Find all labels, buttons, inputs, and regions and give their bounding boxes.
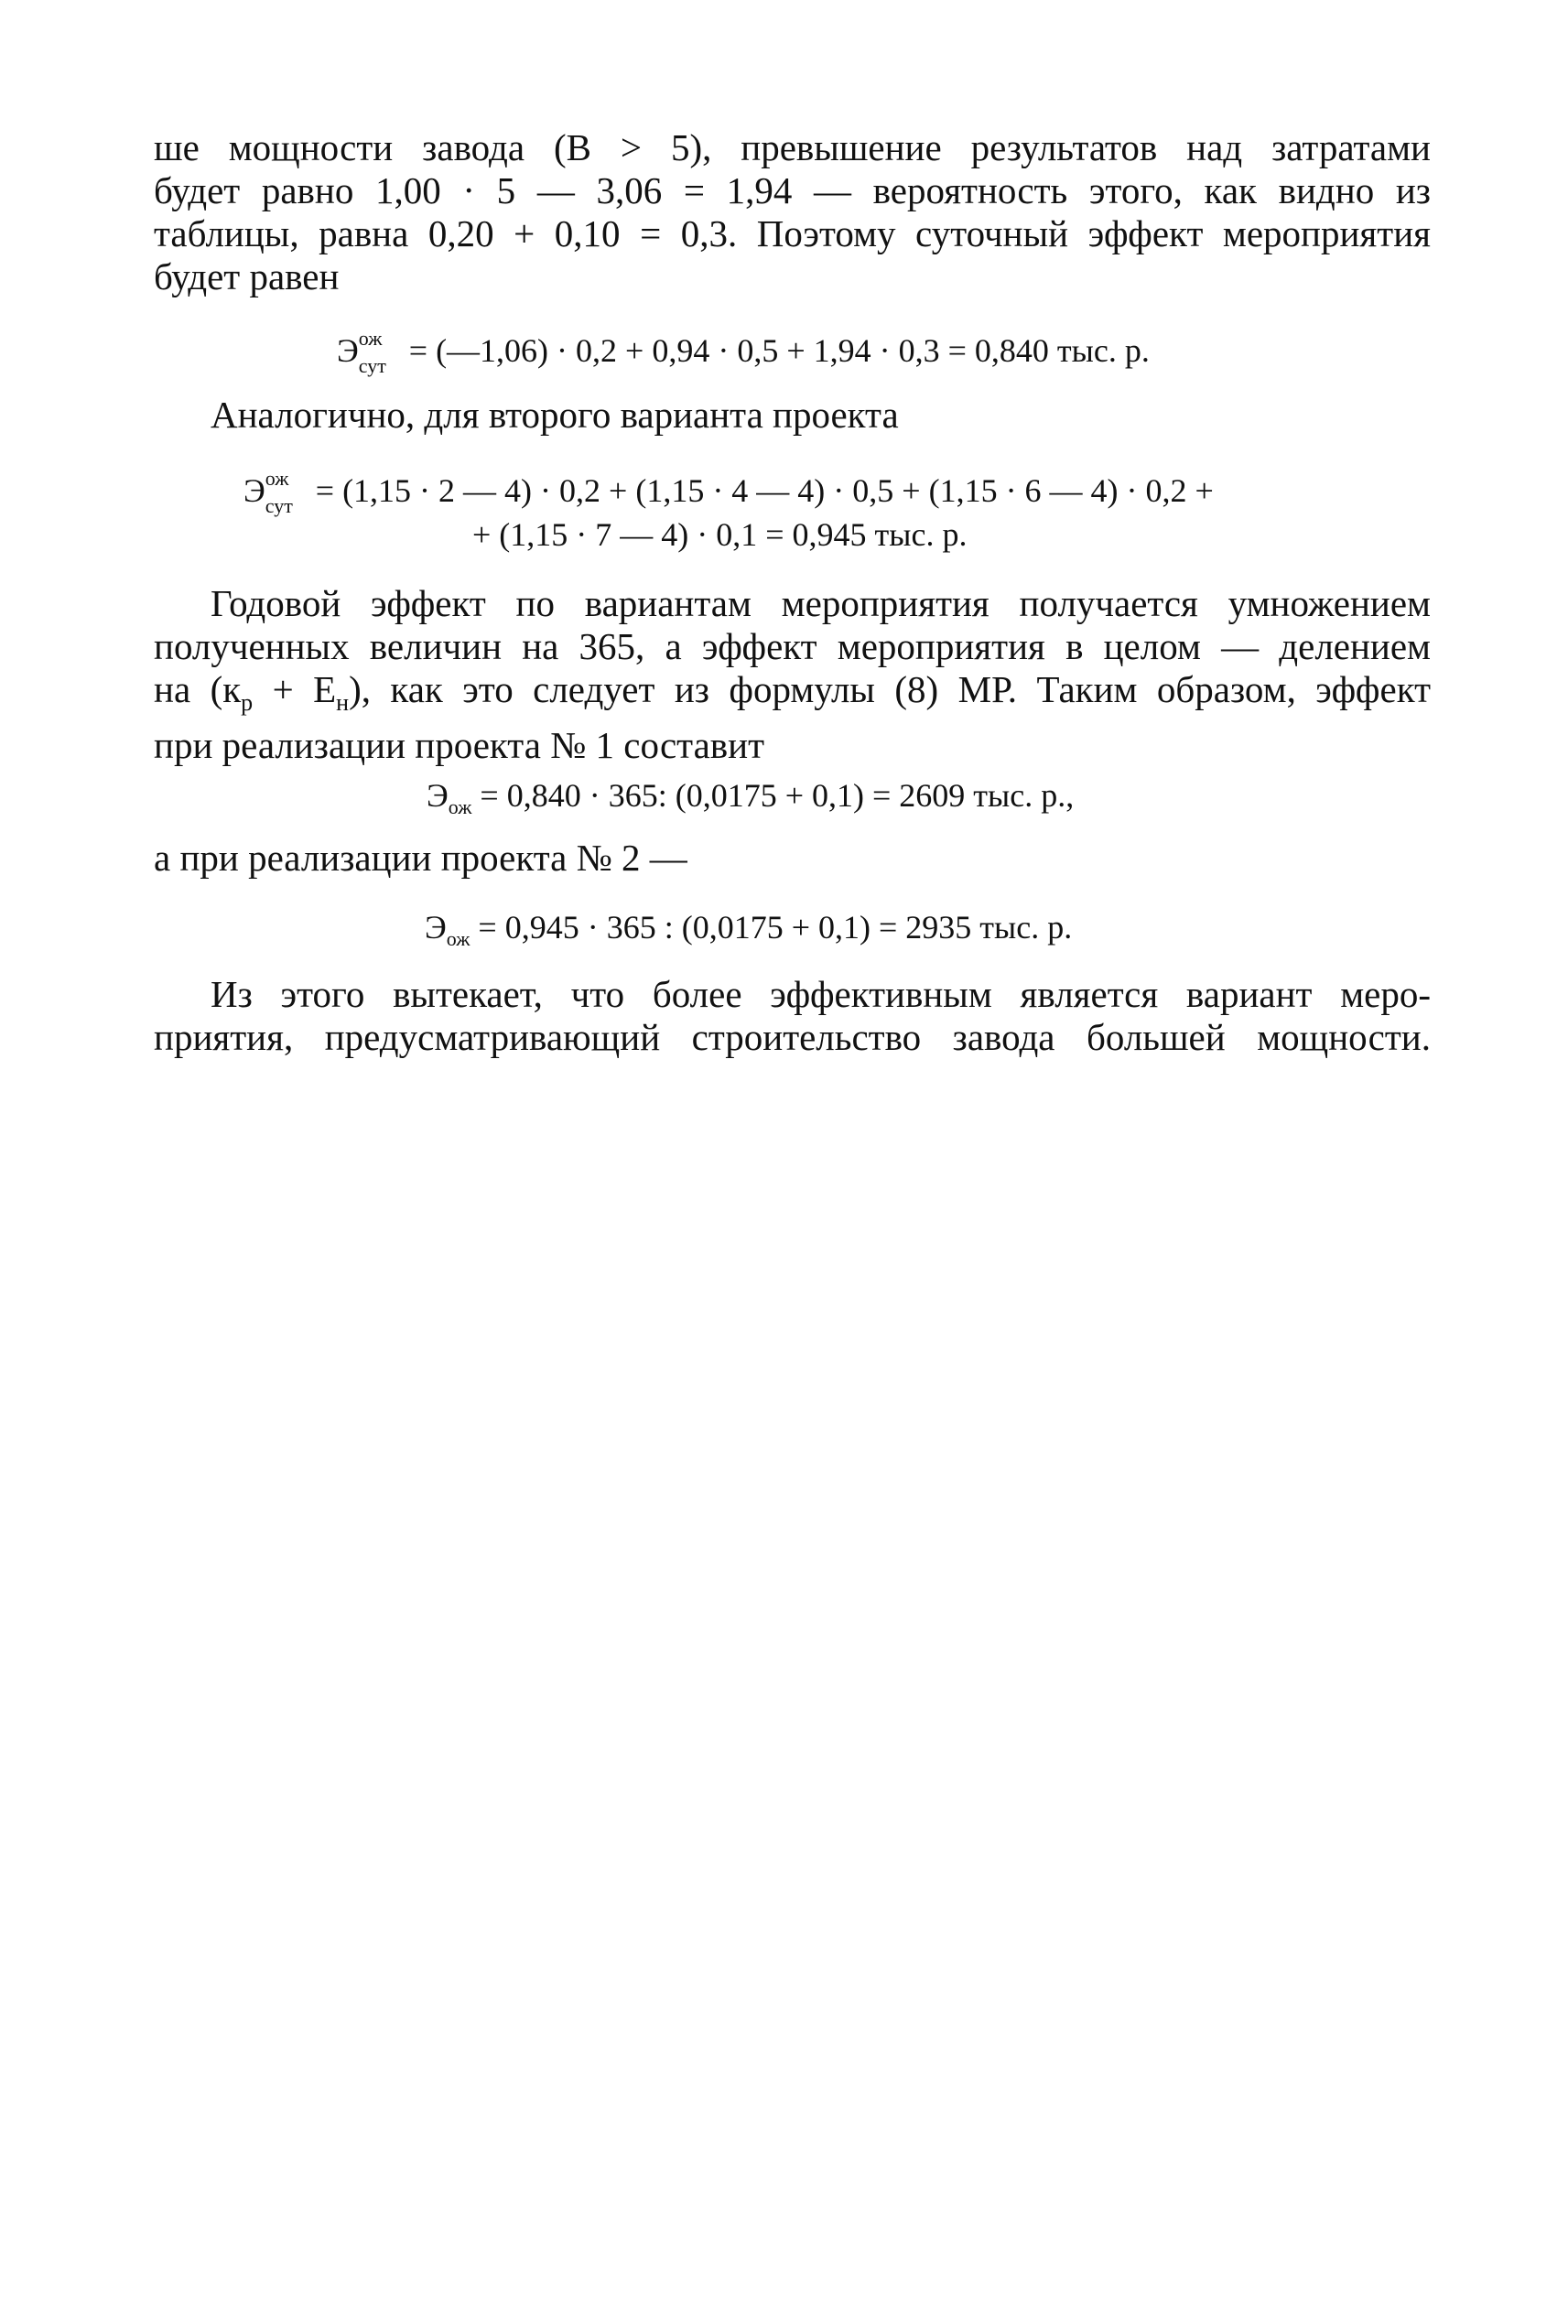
text-line: таблицы, равна 0,20 + 0,10 = 0,3. Поэтому суточный эффект мероприятия xyxy=(154,212,1431,254)
text-line xyxy=(154,668,1431,724)
formula-superscript: ож xyxy=(358,327,383,350)
text-line: а при реализации проекта № 2 — xyxy=(154,837,687,879)
paragraph-5 xyxy=(154,973,1431,1059)
formula-subscript: ож xyxy=(446,927,470,951)
formula-symbol: Э xyxy=(337,332,359,369)
formula-line xyxy=(243,467,1214,517)
paragraph-2 xyxy=(211,394,1431,437)
formula-annual-effect-1 xyxy=(427,774,1074,828)
formula-subscript: сут xyxy=(265,494,293,517)
subscript: р xyxy=(241,689,254,717)
formula-subscript: сут xyxy=(358,354,386,377)
formula-rhs: = 0,945 · 365 : (0,0175 + 0,1) = 2935 тыс. р. xyxy=(478,909,1073,946)
text-line: Из этого вытекает, что более эффективным является вариант меро- xyxy=(211,973,1431,1015)
text-line: будет равен xyxy=(154,255,340,297)
paragraph-1 xyxy=(154,126,1431,298)
text-line: Годовой эффект по вариантам мероприятия получается умножением xyxy=(211,582,1431,624)
formula-daily-effect-1 xyxy=(337,327,1150,377)
text-line: при реализации проекта № 1 составит xyxy=(154,724,765,767)
text-line: полученных величин на 365, а эффект мероприятия в целом — делением xyxy=(154,625,1431,667)
formula-symbol: Э xyxy=(243,472,265,509)
text-line: Аналогично, для второго варианта проекта xyxy=(211,394,899,436)
text-fragment: ), как это следует из формулы (8) МР. Таким образом, эффект xyxy=(349,668,1431,710)
subscript: н xyxy=(336,689,350,717)
text-line: приятия, предусматривающий строительство завода большей мощности. xyxy=(154,1016,1431,1058)
formula-symbol: Э xyxy=(427,777,449,814)
formula-symbol: Э xyxy=(425,909,447,946)
formula-line xyxy=(243,513,1214,556)
formula-line-2: + (1,15 · 7 — 4) · 0,1 = 0,945 тыс. р. xyxy=(472,516,968,553)
formula-annual-effect-2 xyxy=(425,906,1072,960)
formula-rhs: = (—1,06) · 0,2 + 0,94 · 0,5 + 1,94 · 0,3 = 0,840 тыс. р. xyxy=(408,332,1150,369)
formula-superscript: ож xyxy=(265,467,289,490)
formula-subscript: ож xyxy=(448,795,472,819)
formula-indices xyxy=(358,327,401,377)
formula-indices xyxy=(265,467,308,517)
paragraph-3 xyxy=(154,582,1431,767)
formula-rhs: = 0,840 · 365: (0,0175 + 0,1) = 2609 тыс. р., xyxy=(480,777,1075,814)
text-fragment: + Е xyxy=(253,668,337,710)
formula-line-1: = (1,15 · 2 — 4) · 0,2 + (1,15 · 4 — 4) · 0,5 + (1,15 · 6 — 4) · 0,2 + xyxy=(315,472,1214,509)
formula-daily-effect-2 xyxy=(243,467,1214,556)
text-fragment: на (к xyxy=(154,668,242,710)
paragraph-4 xyxy=(154,837,1431,880)
text-line: будет равно 1,00 · 5 — 3,06 = 1,94 — вероятность этого, как видно из xyxy=(154,169,1431,211)
text-line: ше мощности завода (В > 5), превышение результатов над затратами xyxy=(154,126,1431,168)
